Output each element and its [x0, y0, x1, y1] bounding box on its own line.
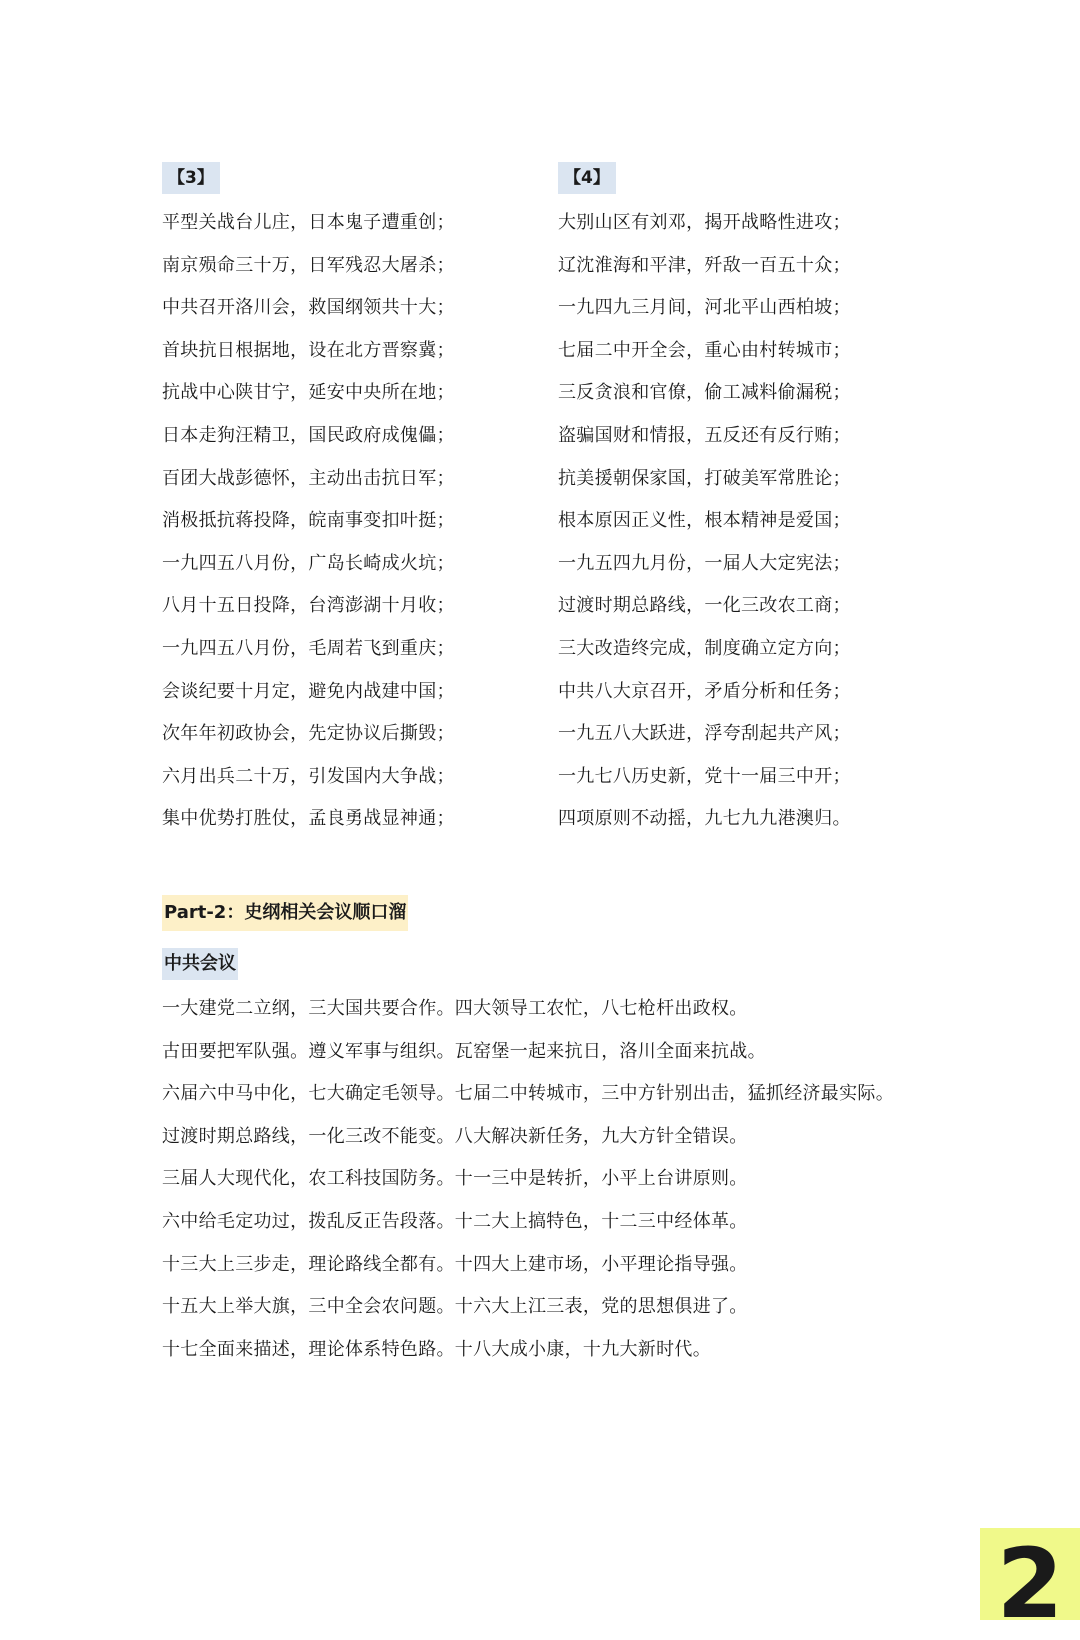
page-number [980, 1528, 1080, 1640]
section-3-lines [162, 202, 542, 841]
section-4-lines [558, 202, 938, 841]
verse-line: 三大改造终完成，制度确立定方向； [558, 637, 851, 659]
verse-line: 一九五四九月份，一届人大定宪法； [558, 552, 851, 574]
rhyme-line: 十七全面来描述，理论体系特色路。十八大成小康，十九大新时代。 [162, 1338, 711, 1360]
verse-line: 七届二中开全会，重心由村转城市； [558, 339, 851, 361]
rhyme-line: 六届六中马中化，七大确定毛领导。七届二中转城市，三中方针别出击，猛抓经济最实际。 [162, 1083, 894, 1105]
rhyme-line: 三届人大现代化，农工科技国防务。十一三中是转折，小平上台讲原则。 [162, 1168, 748, 1190]
verse-line: 一九七八历史新，党十一届三中开； [558, 765, 851, 787]
meetings-lines [162, 988, 960, 1371]
rhyme-line: 十五大上举大旗，三中全会农问题。十六大上江三表，党的思想俱进了。 [162, 1296, 748, 1318]
meetings-subheading: 中共会议 [162, 948, 238, 980]
verse-line: 四项原则不动摇，九七九九港澳归。 [558, 808, 851, 830]
section-4 [558, 162, 938, 841]
rhyme-line: 十三大上三步走，理论路线全都有。十四大上建市场，小平理论指导强。 [162, 1253, 748, 1275]
verse-line: 中共八大京召开，矛盾分析和任务； [558, 680, 851, 702]
verse-line: 六月出兵二十万，引发国内大争战； [162, 765, 455, 787]
verse-line: 南京殒命三十万，日军残忍大屠杀； [162, 254, 455, 276]
verse-line: 三反贪浪和官僚，偷工减料偷漏税； [558, 382, 851, 404]
page-number-text: 2 [996, 1528, 1064, 1640]
verse-line: 过渡时期总路线，一化三改农工商； [558, 595, 851, 617]
verse-line: 次年年初政协会，先定协议后撕毁； [162, 723, 455, 745]
verse-line: 中共召开洛川会，救国纲领共十大； [162, 297, 455, 319]
verse-line: 根本原因正义性，根本精神是爱国； [558, 510, 851, 532]
rhyme-line: 六中给毛定功过，拨乱反正告段落。十二大上搞特色，十二三中经体革。 [162, 1210, 748, 1232]
rhyme-line: 古田要把军队强。遵义军事与组织。瓦窑堡一起来抗日，洛川全面来抗战。 [162, 1040, 766, 1062]
verse-line: 首块抗日根据地，设在北方晋察冀； [162, 339, 455, 361]
verse-line: 辽沈淮海和平津，歼敌一百五十众； [558, 254, 851, 276]
verse-line: 盗骗国财和情报，五反还有反行贿； [558, 424, 851, 446]
verse-line: 抗美援朝保家国，打破美军常胜论； [558, 467, 851, 489]
verse-line: 消极抵抗蒋投降，皖南事变扣叶挺； [162, 510, 455, 532]
rhyme-line: 过渡时期总路线，一化三改不能变。八大解决新任务，九大方针全错误。 [162, 1125, 748, 1147]
verse-line: 平型关战台儿庄，日本鬼子遭重创； [162, 212, 455, 233]
verse-line: 日本走狗汪精卫，国民政府成傀儡； [162, 424, 455, 446]
verse-line: 集中优势打胜仗，孟良勇战显神通； [162, 808, 455, 830]
verse-line: 一九五八大跃进，浮夸刮起共产风； [558, 723, 851, 745]
rhyme-line: 一大建党二立纲，三大国共要合作。四大领导工农忙，八七枪杆出政权。 [162, 998, 748, 1019]
verse-line: 会谈纪要十月定，避免内战建中国； [162, 680, 455, 702]
section-4-tag: 【4】 [558, 162, 616, 194]
section-3 [162, 162, 542, 841]
verse-line: 一九四九三月间，河北平山西柏坡； [558, 297, 851, 319]
verse-line: 大别山区有刘邓，揭开战略性进攻； [558, 212, 851, 233]
verse-line: 一九四五八月份，毛周若飞到重庆； [162, 637, 455, 659]
verse-line: 一九四五八月份，广岛长崎成火坑； [162, 552, 455, 574]
verse-line: 八月十五日投降，台湾澎湖十月收； [162, 595, 455, 617]
verse-line: 百团大战彭德怀，主动出击抗日军； [162, 467, 455, 489]
verse-line: 抗战中心陕甘宁，延安中央所在地； [162, 382, 455, 404]
section-3-tag: 【3】 [162, 162, 220, 194]
part-2-title: Part-2：史纲相关会议顺口溜 [162, 895, 408, 931]
part-2-section [162, 895, 960, 1371]
